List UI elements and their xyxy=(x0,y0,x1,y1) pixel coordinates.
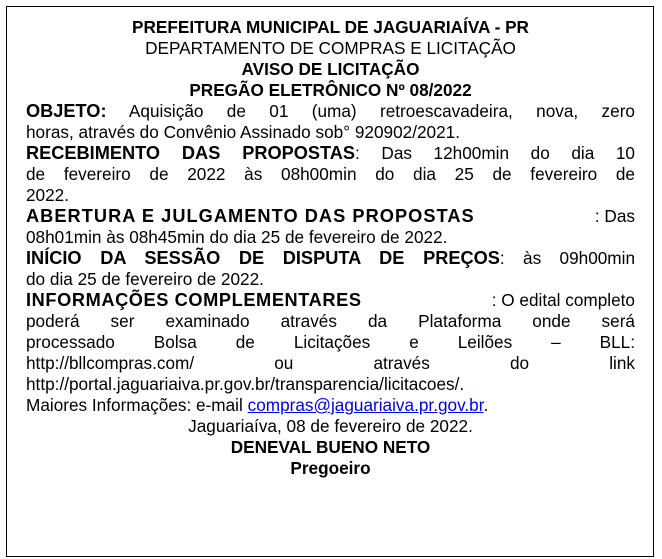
objeto-text-1: Aquisição de 01 (uma) retroescavadeira, nova, zero xyxy=(106,101,635,121)
notice-header-departamento: DEPARTAMENTO DE COMPRAS E LICITAÇÃO xyxy=(145,38,516,58)
section-recebimento xyxy=(26,143,635,206)
objeto-line-2: horas, através do Convênio Assinado sob° 920902/2021. xyxy=(26,122,461,142)
email-link[interactable]: compras@jaguariaiva.pr.gov.br xyxy=(247,395,484,415)
abertura-text-1: : Das xyxy=(594,206,635,226)
recebimento-line-2: de fevereiro de 2022 às 08h00min do dia 25 de fevereiro de xyxy=(26,164,635,184)
inicio-line-1 xyxy=(26,248,635,269)
recebimento-text-1: : Das 12h00min do dia 10 xyxy=(355,143,635,163)
contato-prefix: Maiores Informações: e-mail xyxy=(26,395,248,415)
section-informacoes xyxy=(26,290,635,395)
informacoes-label: INFORMAÇÕES COMPLEMENTARES xyxy=(26,290,362,310)
informacoes-line-3: processado Bolsa de Licitações e Leilões – BLL: xyxy=(26,332,635,352)
notice-title: AVISO DE LICITAÇÃO xyxy=(241,59,420,79)
contato-suffix: . xyxy=(483,395,489,415)
abertura-label: ABERTURA E JULGAMENTO DAS PROPOSTAS xyxy=(26,206,475,226)
section-inicio xyxy=(26,248,635,290)
signer-name: DENEVAL BUENO NETO xyxy=(230,437,431,457)
recebimento-line-3: 2022. xyxy=(26,185,70,205)
abertura-line-2: 08h01min às 08h45min do dia 25 de fevereiro de 2022. xyxy=(26,227,448,247)
informacoes-line-2: poderá ser examinado através da Plataforma onde será xyxy=(26,311,635,331)
url-portal-transparencia: http://portal.jaguariaiva.pr.gov.br/transparencia/licitacoes/. xyxy=(26,374,465,394)
notice-pregao-number: PREGÃO ELETRÔNICO Nº 08/2022 xyxy=(189,80,472,100)
informacoes-text-1: : O edital completo xyxy=(491,290,635,310)
objeto-label: OBJETO: xyxy=(26,101,107,121)
recebimento-line-1 xyxy=(26,143,635,164)
notice-header-prefeitura: PREFEITURA MUNICIPAL DE JAGUARIAÍVA - PR xyxy=(132,17,529,37)
objeto-line-1 xyxy=(26,101,635,122)
inicio-label: INÍCIO DA SESSÃO DE DISPUTA DE PREÇOS xyxy=(26,248,500,268)
recebimento-label: RECEBIMENTO DAS PROPOSTAS xyxy=(26,143,356,163)
contato-line xyxy=(26,395,635,416)
abertura-line-1 xyxy=(26,206,635,227)
signer-role: Pregoeiro xyxy=(290,458,371,478)
word-ou: ou xyxy=(274,353,294,373)
word-do: do xyxy=(509,353,530,373)
informacoes-line-1 xyxy=(26,290,635,311)
section-objeto xyxy=(26,101,635,143)
inicio-line-2: do dia 25 de fevereiro de 2022. xyxy=(26,269,264,289)
word-link: link xyxy=(609,353,635,373)
place-date: Jaguariaíva, 08 de fevereiro de 2022. xyxy=(188,416,473,436)
url-bllcompras: http://bllcompras.com/ xyxy=(26,353,195,373)
informacoes-line-4 xyxy=(26,353,635,374)
word-atraves: através xyxy=(373,353,430,373)
section-abertura xyxy=(26,206,635,248)
inicio-text-1: : às 09h00min xyxy=(499,248,636,268)
licitacao-notice xyxy=(6,6,654,557)
